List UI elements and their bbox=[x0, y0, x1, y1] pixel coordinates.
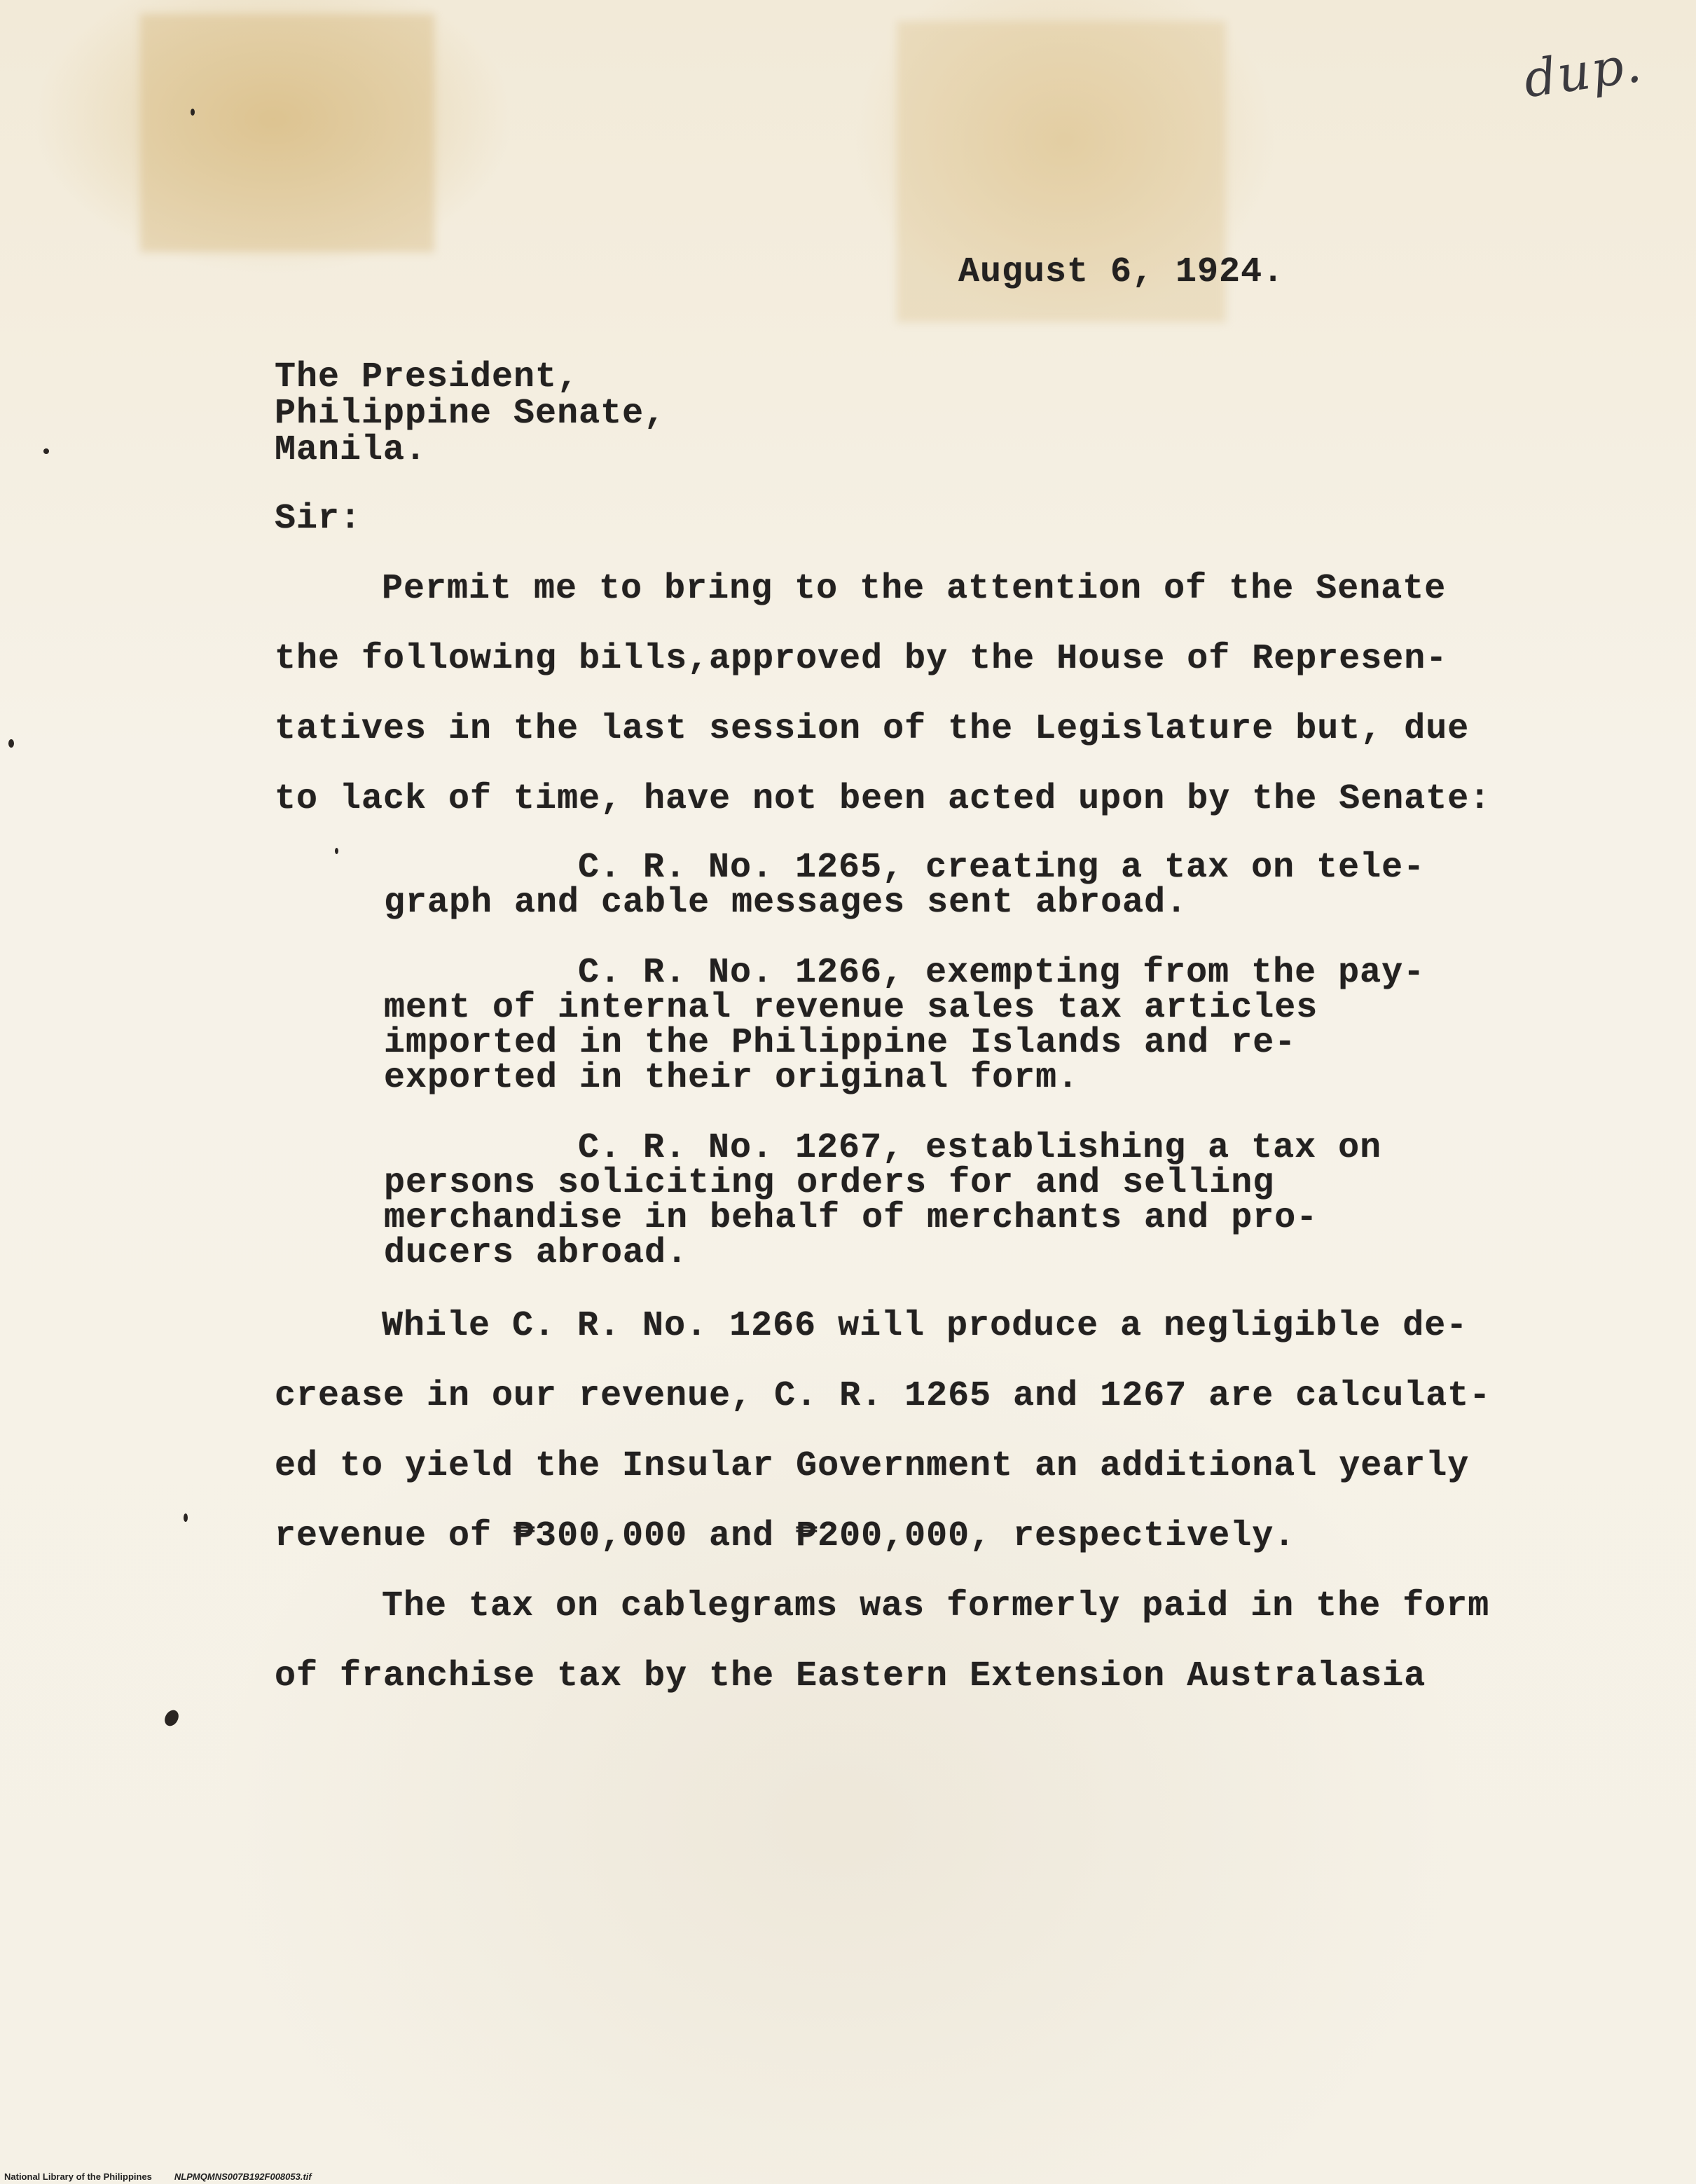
paragraph-1-line: the following bills,approved by the House of Represen- bbox=[275, 639, 1448, 679]
bill-line: imported in the Philippine Islands and re- bbox=[384, 1023, 1297, 1063]
paragraph-2-line: While C. R. No. 1266 will produce a negligible de- bbox=[382, 1306, 1468, 1346]
address-line-1: The President, bbox=[275, 357, 579, 397]
letter-date: August 6, 1924. bbox=[958, 252, 1285, 292]
address-line-3: Manila. bbox=[275, 430, 427, 470]
paragraph-1-line: Permit me to bring to the attention of the Senate bbox=[382, 569, 1447, 609]
footer-library: National Library of the Philippines bbox=[4, 2171, 152, 2182]
address-line-2: Philippine Senate, bbox=[275, 394, 666, 434]
ink-speck bbox=[184, 1513, 188, 1522]
bill-line: ducers abroad. bbox=[384, 1233, 689, 1273]
paragraph-2-line: crease in our revenue, C. R. 1265 and 1267 are calculat- bbox=[275, 1376, 1491, 1416]
paragraph-2-line: ed to yield the Insular Government an additional yearly bbox=[275, 1446, 1470, 1486]
paragraph-2-line: revenue of ₱300,000 and ₱200,000, respectively. bbox=[275, 1516, 1296, 1556]
paragraph-3-line: of franchise tax by the Eastern Extension Australasia bbox=[275, 1656, 1426, 1696]
bill-line: persons soliciting orders for and selling bbox=[384, 1163, 1275, 1203]
salutation: Sir: bbox=[275, 499, 362, 539]
tape-stain-left bbox=[140, 14, 434, 252]
bill-line: graph and cable messages sent abroad. bbox=[384, 883, 1188, 923]
paragraph-1-line: tatives in the last session of the Legislature but, due bbox=[275, 709, 1470, 749]
handwritten-annotation: dup. bbox=[1519, 34, 1646, 109]
archive-footer bbox=[4, 2171, 312, 2182]
paragraph-1-line: to lack of time, have not been acted upon by the Senate: bbox=[275, 779, 1491, 819]
bill-line: merchandise in behalf of merchants and pro- bbox=[384, 1198, 1318, 1238]
ink-speck bbox=[335, 848, 338, 854]
ink-blot bbox=[162, 1708, 181, 1729]
bill-line: C. R. No. 1265, creating a tax on tele- bbox=[578, 848, 1426, 888]
bill-line: exported in their original form. bbox=[384, 1058, 1080, 1098]
ink-speck bbox=[43, 448, 49, 454]
bill-line: ment of internal revenue sales tax articles bbox=[384, 988, 1318, 1028]
ink-speck bbox=[8, 739, 14, 748]
bill-line: C. R. No. 1267, establishing a tax on bbox=[578, 1128, 1382, 1168]
bill-line: C. R. No. 1266, exempting from the pay- bbox=[578, 953, 1426, 993]
ink-speck bbox=[191, 109, 195, 116]
footer-file-id: NLPMQMNS007B192F008053.tif bbox=[174, 2171, 312, 2182]
paragraph-3-line: The tax on cablegrams was formerly paid in the form bbox=[382, 1586, 1490, 1626]
